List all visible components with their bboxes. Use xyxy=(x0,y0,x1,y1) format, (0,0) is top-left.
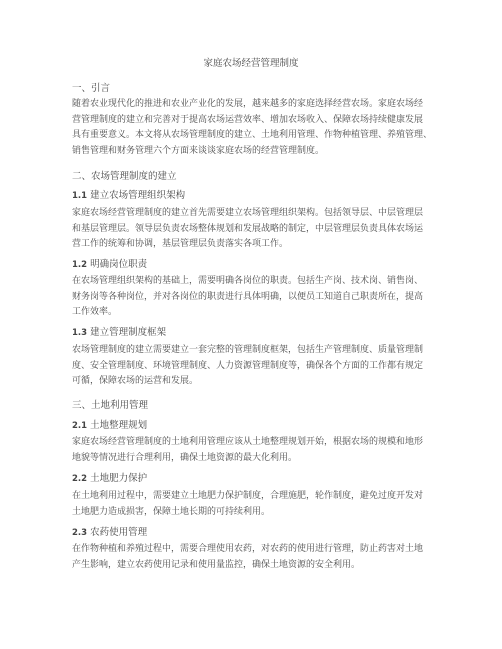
text-line: 度、安全管理制度、环境管理制度、人力资源管理制度等，确保各个方面的工作都有规定 xyxy=(72,360,424,371)
text-line: 地貌等情况进行合理利用，确保土地资源的最大化利用。 xyxy=(72,452,298,463)
subsection-number: 2.1 xyxy=(72,421,88,431)
subsection-number: 1.2 xyxy=(72,260,88,270)
paragraph xyxy=(72,343,438,390)
subsection-title: 土地整理规划 xyxy=(90,420,148,431)
subsection-heading xyxy=(72,470,438,484)
subsection-heading xyxy=(72,417,438,431)
paragraph xyxy=(72,435,438,466)
paragraph xyxy=(72,489,438,520)
section-heading-system: 二、农场管理制度的建立 xyxy=(72,171,177,182)
text-line: 销售管理和财务管理六个方面来谈谈家庭农场的经营管理制度。 xyxy=(72,145,325,156)
subsection-title: 建立农场管理组织架构 xyxy=(90,190,186,201)
subsection-number: 2.2 xyxy=(72,474,88,484)
subsection-heading xyxy=(72,324,438,338)
text-line: 工作效率。 xyxy=(72,307,118,317)
text-line: 营工作的统筹和协调，基层管理层负责落实各项工作。 xyxy=(72,239,289,249)
paragraph xyxy=(72,274,438,321)
text-line: 产生影响，建立农药使用记录和使用量监控，确保土地资源的安全利用。 xyxy=(72,559,361,570)
text-line: 土地肥力造成损害，保障土地长期的可持续利用。 xyxy=(72,506,271,517)
document-title: 家庭农场经营管理制度 xyxy=(203,58,299,69)
section-heading-intro: 一、引言 xyxy=(72,83,111,94)
subsection-title: 土地肥力保护 xyxy=(90,473,148,484)
subsection-number: 2.3 xyxy=(72,528,88,538)
subsection-title: 建立管理制度框架 xyxy=(90,327,167,338)
section-heading-land: 三、土地利用管理 xyxy=(72,400,149,411)
text-line: 在土地利用过程中，需要建立土地肥力保护制度，合理施肥，轮作制度，避免过度开发对 xyxy=(72,491,424,501)
text-line: 可循，保障农场的运营和发展。 xyxy=(72,376,199,386)
text-line: 家庭农场经营管理制度的建立首先需要建立农场管理组织架构。包括领导层、中层管理层 xyxy=(72,208,424,218)
text-line: 具有重要意义。本文将从农场管理制度的建立、土地利用管理、作物种植管理、养殖管理、 xyxy=(72,130,433,140)
paragraph xyxy=(72,206,438,253)
paragraph xyxy=(72,542,438,573)
subsection-heading xyxy=(72,256,438,270)
text-line: 在农场管理组织架构的基础上，需要明确各岗位的职责。包括生产岗、技术岗、销售岗、 xyxy=(72,276,424,286)
subsection-heading xyxy=(72,524,438,538)
text-line: 财务岗等各种岗位，并对各岗位的职责进行具体明确，以便员工知道自己职责所在，提高 xyxy=(72,291,424,302)
subsection-number: 1.3 xyxy=(72,328,88,338)
text-line: 农场管理制度的建立需要建立一套完整的管理制度框架，包括生产管理制度、质量管理制 xyxy=(72,345,424,355)
subsection-title: 农药使用管理 xyxy=(90,527,148,538)
text-line: 营管理制度的建立和完善对于提高农场运营效率、增加农场收入、保障农场持续健康发展 xyxy=(72,114,424,125)
subsection-number: 1.1 xyxy=(72,191,88,201)
subsection-heading xyxy=(72,187,438,201)
intro-paragraph xyxy=(72,97,438,159)
text-line: 和基层管理层。领导层负责农场整体规划和发展战略的制定，中层管理层负责具体农场运 xyxy=(72,223,424,234)
text-line: 随着农业现代化的推进和农业产业化的发展，越来越多的家庭选择经营农场。家庭农场经 xyxy=(72,99,424,109)
subsection-title: 明确岗位职责 xyxy=(90,259,148,270)
text-line: 家庭农场经营管理制度的土地利用管理应该从土地整理规划开始，根据农场的规模和地形 xyxy=(72,437,424,447)
text-line: 在作物种植和养殖过程中，需要合理使用农药，对农药的使用进行管理，防止药害对土地 xyxy=(72,544,424,554)
